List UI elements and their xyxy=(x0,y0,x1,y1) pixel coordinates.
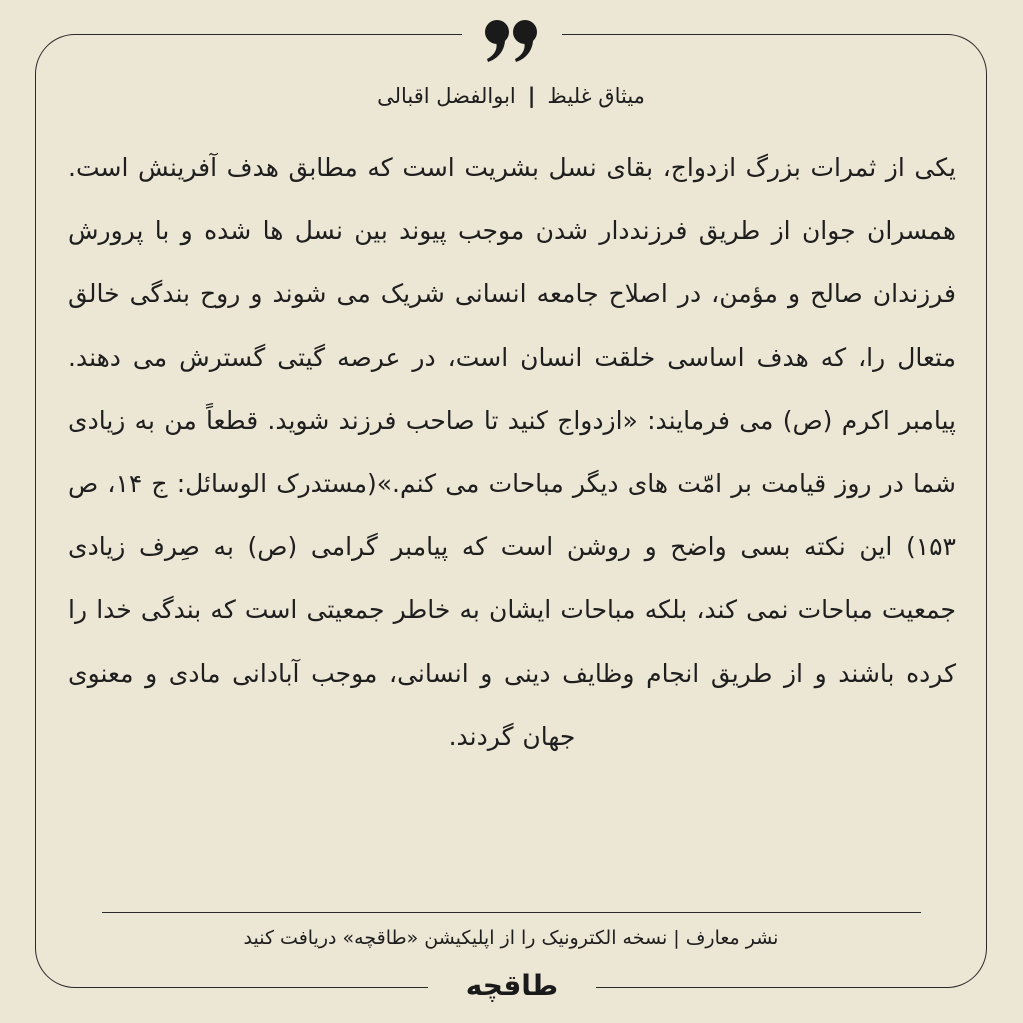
publisher-footer: نشر معارف | نسخه الکترونیک را از اپلیکیشن «طاقچه» دریافت کنید xyxy=(243,927,779,949)
quotation-mark-icon xyxy=(482,18,542,64)
quote-paragraph: یکی از ثمرات بزرگ ازدواج، بقای نسل بشریت است که مطابق هدف آفرینش است. همسران جوان از طریق فرزنددار شدن موجب پیوند بین نسل ها شده و با پرورش فرزندان صالح و مؤمن، در اصلاح جامعه انسانی شریک می شوند و روح بندگی خالق متعال را، که هدف اساسی خلقت انسان است، در عرصه گیتی گسترش می دهند. پیامبر اکرم (ص) می فرمایند: «ازدواج کنید تا صاحب فرزند شوید. قطعاً من به زیادی شما در روز قیامت بر امّت های دیگر مباحات می کنم.»(مستدرک الوسائل: ج ۱۴، ص ۱۵۳) این نکته بسی واضح و روشن است که پیامبر گرامی (ص) به صِرف زیادی جمعیت مباحات نمی کند، بلکه مباحات ایشان به خاطر جمعیتی است که بندگی خدا را کرده باشند و از طریق انجام وظایف دینی و انسانی، موجب آبادانی مادی و معنوی جهان گردند. xyxy=(68,153,956,751)
taaghche-logo: طاقچه xyxy=(465,969,559,1002)
header-separator: | xyxy=(527,84,536,108)
author-name: ابوالفضل اقبالی xyxy=(377,84,516,108)
book-header xyxy=(100,78,922,114)
book-title: میثاق غلیظ xyxy=(547,84,645,108)
footer-divider xyxy=(102,912,921,913)
